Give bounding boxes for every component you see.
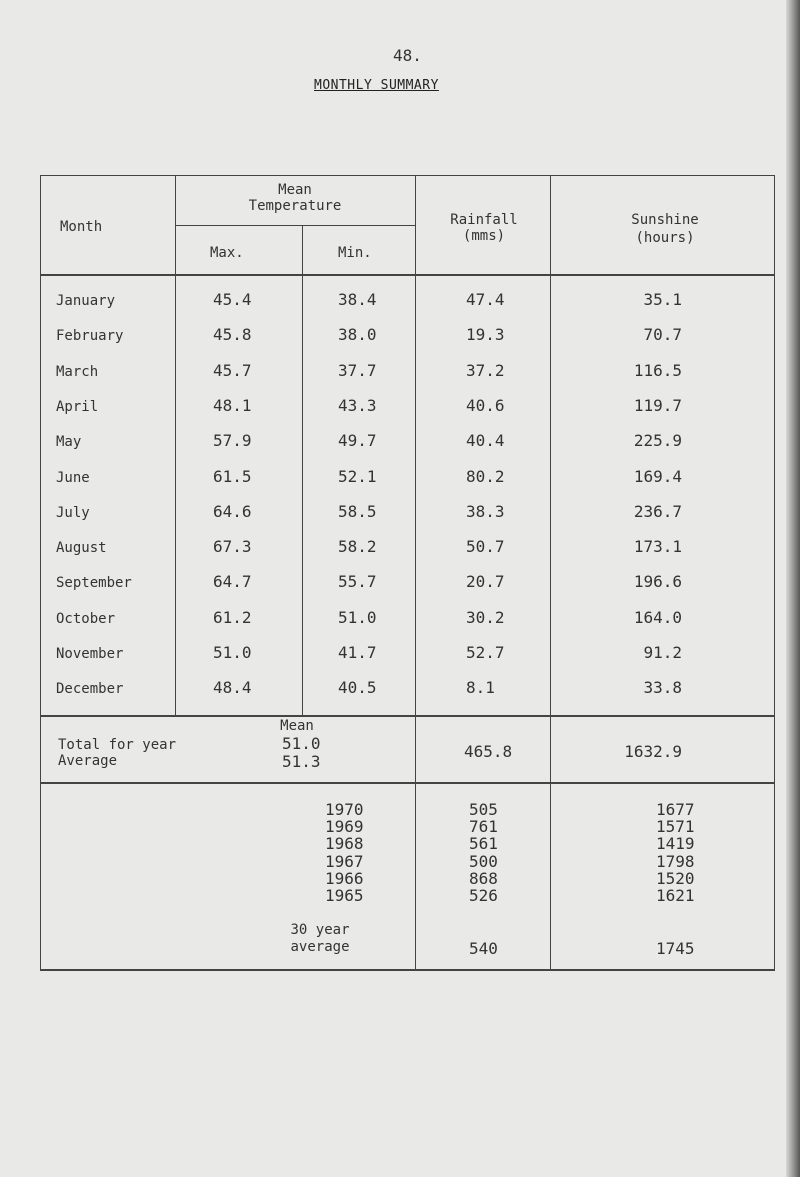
thirty-year-label-line2: average [290,939,350,955]
history-sunshine: 1798 [656,851,695,871]
header-bottom-border [40,274,775,276]
min-temp-cell: 51.0 [338,607,377,627]
sunshine-cell: 70.7 [643,325,682,345]
rainfall-cell: 40.4 [466,431,505,451]
table-bottom-border [40,969,775,971]
rainfall-cell: 80.2 [466,466,505,486]
max-temp-cell: 57.9 [213,431,252,451]
page-number: 48. [393,46,422,65]
max-temp-cell: 45.4 [213,290,252,309]
history-year: 1967 [325,851,364,871]
min-temp-cell: 52.1 [338,466,377,486]
table-top-border [40,175,775,176]
sunshine-cell: 119.7 [633,395,682,415]
table-right-border [774,175,775,970]
month-column-divider [175,175,176,715]
rainfall-cell: 30.2 [466,607,505,627]
month-label: February [56,328,124,345]
totals-sunshine: 1632.9 [624,742,682,761]
max-temp-cell: 45.8 [213,325,252,345]
history-sunshine: 1419 [656,834,695,854]
history-sunshine: 1621 [656,886,695,905]
history-rainfall: 500 [469,851,498,871]
max-temp-cell: 64.6 [213,501,252,521]
temp-rain-divider [415,175,416,970]
max-temp-cell: 45.7 [213,360,252,380]
totals-mean-total: 51.0 [282,734,321,753]
table-left-border [40,175,41,970]
thirty-year-rainfall: 540 [469,939,498,958]
max-temp-cell: 64.7 [213,572,252,592]
rainfall-cell: 52.7 [466,643,505,662]
min-temp-cell: 49.7 [338,431,377,451]
sunshine-cell: 225.9 [633,431,682,451]
sunshine-cell: 173.1 [633,537,682,557]
rainfall-cell: 38.3 [466,501,505,521]
month-label: November [56,646,124,662]
month-label: March [56,363,99,380]
max-temp-cell: 61.5 [213,466,252,486]
rainfall-cell: 40.6 [466,395,505,415]
month-label: April [56,398,99,415]
rainfall-cell: 50.7 [466,537,505,557]
totals-label-line2: Average [58,753,118,769]
month-label: July [56,504,90,521]
monthly-bottom-border [40,715,775,717]
max-min-divider [302,225,303,715]
month-label: May [56,434,82,451]
history-year: 1969 [325,817,364,837]
totals-label-line1: Total for year [58,737,177,753]
mean-temp-header-line1: Mean [278,182,312,198]
min-temp-cell: 37.7 [338,360,377,380]
history-sunshine: 1677 [656,800,695,819]
rainfall-cell: 19.3 [466,325,505,345]
month-label: October [56,610,116,627]
min-temp-cell: 40.5 [338,678,377,698]
rainfall-cell: 37.2 [466,360,505,380]
min-temp-cell: 41.7 [338,643,377,662]
sunshine-cell: 116.5 [633,360,682,380]
history-rainfall: 761 [469,817,498,837]
max-temp-cell: 61.2 [213,607,252,627]
history-year: 1968 [325,834,364,854]
max-temp-cell: 48.4 [213,678,252,698]
max-temp-cell: 48.1 [213,395,252,415]
thirty-year-label-line1: 30 year [290,922,350,938]
history-rainfall: 561 [469,834,498,854]
min-header: Min. [338,245,372,261]
history-year: 1970 [325,800,364,819]
rainfall-cell: 8.1 [466,678,495,698]
min-temp-cell: 58.5 [338,501,377,521]
month-label: August [56,540,107,557]
history-rainfall: 868 [469,868,498,888]
page-title: MONTHLY SUMMARY [314,78,439,93]
temp-subheader-divider [175,225,415,226]
month-label: January [56,293,116,309]
max-temp-cell: 51.0 [213,643,252,662]
sunshine-cell: 236.7 [633,501,682,521]
sunshine-cell: 35.1 [643,290,682,309]
totals-mean-average: 51.3 [282,752,321,771]
page-edge [786,0,800,1177]
rainfall-cell: 47.4 [466,290,505,309]
rainfall-header-line1: Rainfall [450,212,518,228]
min-temp-cell: 43.3 [338,395,377,415]
min-temp-cell: 55.7 [338,572,377,592]
sunshine-cell: 33.8 [643,678,682,698]
sunshine-header-line1: Sunshine [631,212,699,228]
sunshine-header-line2: (hours) [635,230,695,246]
history-year: 1965 [325,886,364,905]
rain-sun-divider [550,175,551,970]
rainfall-header-line2: (mms) [462,228,506,244]
totals-rainfall: 465.8 [464,742,513,761]
history-sunshine: 1571 [656,817,695,837]
min-temp-cell: 38.0 [338,325,377,345]
month-label: December [56,681,124,698]
mean-temp-header-line2: Temperature [248,198,342,214]
history-year: 1966 [325,868,364,888]
month-label: September [56,575,132,592]
history-sunshine: 1520 [656,868,695,888]
sunshine-cell: 196.6 [633,572,682,592]
sunshine-cell: 169.4 [633,466,682,486]
month-label: June [56,469,90,486]
history-rainfall: 526 [469,886,498,905]
thirty-year-sunshine: 1745 [656,939,695,958]
rainfall-cell: 20.7 [466,572,505,592]
max-header: Max. [210,245,244,261]
sunshine-cell: 91.2 [643,643,682,662]
totals-bottom-border [40,782,775,784]
max-temp-cell: 67.3 [213,537,252,557]
sunshine-cell: 164.0 [633,607,682,627]
history-rainfall: 505 [469,800,498,819]
totals-mean-label: Mean [280,718,314,734]
month-header: Month [60,219,103,235]
min-temp-cell: 58.2 [338,537,377,557]
min-temp-cell: 38.4 [338,290,377,309]
